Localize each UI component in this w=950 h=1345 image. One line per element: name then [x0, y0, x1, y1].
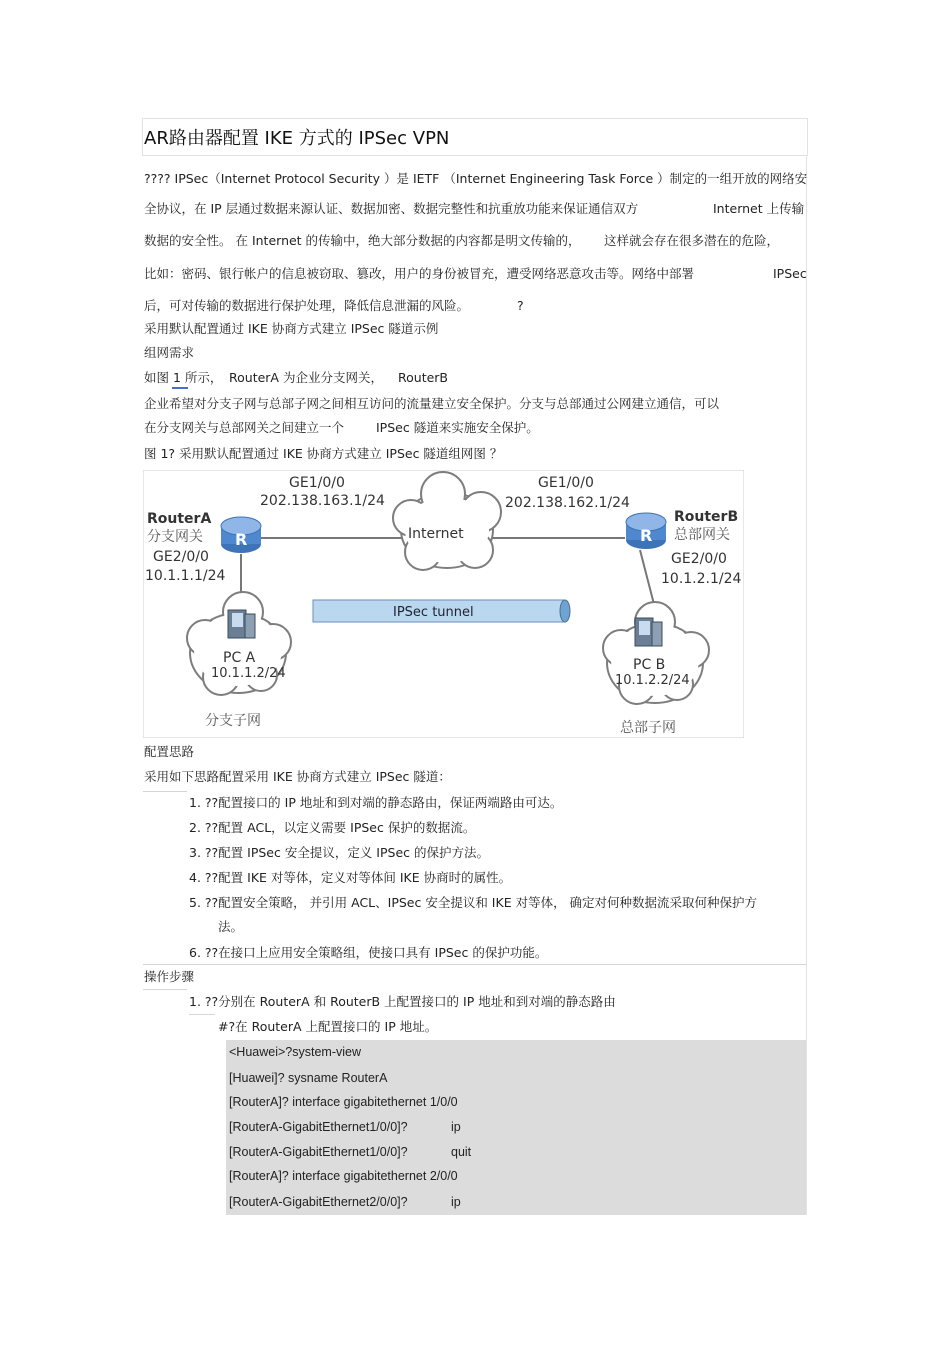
tunnel-label: IPSec tunnel: [393, 605, 474, 620]
pc-a-icon: [228, 610, 255, 638]
req-line-3a: 在分支网关与总部网关之间建立一个: [144, 420, 345, 435]
ge-right-label: GE1/0/0: [538, 475, 594, 491]
router-a-role: 分支网关: [147, 529, 203, 545]
ip-right-label: 202.138.162.1/24: [505, 495, 630, 511]
router-b-if: GE2/0/0: [671, 551, 727, 567]
router-b-name: RouterB: [674, 509, 739, 525]
operation-heading: 操作步骤: [144, 969, 195, 984]
branch-net-label: 分支子网: [205, 713, 261, 729]
network-diagram-svg: [143, 470, 744, 738]
code-line-7-arg: ip: [451, 1195, 461, 1209]
hq-net-label: 总部子网: [620, 720, 676, 736]
router-a-ip: 10.1.1.1/24: [145, 568, 226, 584]
pc-b-ip: 10.1.2.2/24: [615, 673, 690, 688]
internet-label: Internet: [408, 526, 464, 542]
networking-req-heading: 组网需求: [144, 345, 195, 360]
divider: [143, 964, 806, 965]
config-idea-intro: 采用如下思路配置采用 IKE 协商方式建立 IPSec 隧道：: [144, 769, 451, 784]
pc-a-name: PC A: [223, 650, 256, 666]
network-diagram: [143, 470, 744, 738]
intro-line-4b: IPSec: [773, 266, 807, 281]
req-line-1a: 如图 1 所示，: [144, 370, 223, 385]
op-step-1: 1. ??分别在 RouterA 和 RouterB 上配置接口的 IP 地址和到对端的静态路由: [189, 994, 616, 1009]
req-line-3b: IPSec 隧道来实施安全保护。: [376, 420, 539, 435]
req-line-1c: RouterB: [398, 370, 448, 385]
step-2: 2. ??配置 ACL，以定义需要 IPSec 保护的数据流。: [189, 820, 476, 835]
ip-left-label: 202.138.163.1/24: [260, 493, 385, 509]
intro-line-1: ???? IPSec（Internet Protocol Security ）是 IETF （Internet Engineering Task Force ）制定的一组开放的网络安: [144, 171, 808, 186]
op-sub-step: #?在 RouterA 上配置接口的 IP 地址。: [218, 1019, 438, 1034]
code-line-5: [RouterA-GigabitEthernet1/0/0]?: [229, 1145, 408, 1159]
router-b-ip: 10.1.2.1/24: [661, 571, 742, 587]
right-border: [806, 155, 807, 1215]
step-6: 6. ??在接口上应用安全策略组，使接口具有 IPSec 的保护功能。: [189, 945, 548, 960]
page-title: AR路由器配置 IKE 方式的 IPSec VPN: [144, 128, 450, 149]
router-b-letter: R: [640, 526, 653, 545]
code-line-2: [Huawei]? sysname RouterA: [229, 1071, 388, 1085]
router-a-letter: R: [235, 530, 248, 549]
router-a-if: GE2/0/0: [153, 549, 209, 565]
pc-a-ip: 10.1.1.2/24: [211, 666, 286, 681]
code-line-4: [RouterA-GigabitEthernet1/0/0]?: [229, 1120, 408, 1134]
step-4: 4. ??配置 IKE 对等体，定义对等体间 IKE 协商时的属性。: [189, 870, 512, 885]
code-line-5-arg: quit: [451, 1145, 472, 1159]
code-line-7: [RouterA-GigabitEthernet2/0/0]?: [229, 1195, 408, 1209]
req-line-2: 企业希望对分支子网与总部子网之间相互访问的流量建立安全保护。分支与总部通过公网建立通信，可以: [144, 396, 720, 411]
intro-line-5b: ?: [517, 298, 524, 313]
intro-line-3: 数据的安全性。 在 Internet 的传输中，绝大部分数据的内容都是明文传输的，: [144, 233, 581, 248]
router-a-name: RouterA: [147, 511, 212, 527]
code-line-3: [RouterA]? interface gigabitethernet 1/0/0: [229, 1095, 458, 1109]
pc-b-name: PC B: [633, 657, 666, 673]
intro-line-2b: Internet 上传输: [713, 201, 805, 216]
intro-line-2: 全协议，在 IP 层通过数据来源认证、数据加密、数据完整性和抗重放功能来保证通信双方: [144, 201, 639, 216]
divider: [189, 1014, 215, 1015]
example-title: 采用默认配置通过 IKE 协商方式建立 IPSec 隧道示例: [144, 321, 439, 336]
step-1: 1. ??配置接口的 IP 地址和到对端的静态路由，保证两端路由可达。: [189, 795, 563, 810]
req-line-1b: RouterA 为企业分支网关，: [229, 370, 383, 385]
divider: [143, 989, 187, 990]
figure-link-underline: [172, 387, 188, 389]
code-line-4-arg: ip: [451, 1120, 461, 1134]
intro-line-3b: 这样就会存在很多潜在的危险，: [604, 233, 780, 248]
ge-left-label: GE1/0/0: [289, 475, 345, 491]
pc-b-icon: [635, 618, 662, 646]
step-5: 5. ??配置安全策略， 并引用 ACL、IPSec 安全提议和 IKE 对等体， 确定对何种数据流采取何种保护方: [189, 895, 758, 910]
router-b-role: 总部网关: [674, 527, 730, 543]
figure-caption: 图 1? 采用默认配置通过 IKE 协商方式建立 IPSec 隧道组网图 ？: [144, 446, 503, 461]
divider: [143, 791, 187, 792]
code-line-6: [RouterA]? interface gigabitethernet 2/0/0: [229, 1169, 458, 1183]
intro-line-4: 比如：密码、银行帐户的信息被窃取、篡改，用户的身份被冒充，遭受网络恶意攻击等。网络中部署: [144, 266, 695, 281]
config-idea-heading: 配置思路: [144, 744, 195, 759]
code-line-1: <Huawei>?system-view: [229, 1045, 361, 1059]
intro-line-5: 后，可对传输的数据进行保护处理，降低信息泄漏的风险。: [144, 298, 470, 313]
step-3: 3. ??配置 IPSec 安全提议，定义 IPSec 的保护方法。: [189, 845, 490, 860]
step-5-cont: 法。: [218, 919, 244, 934]
